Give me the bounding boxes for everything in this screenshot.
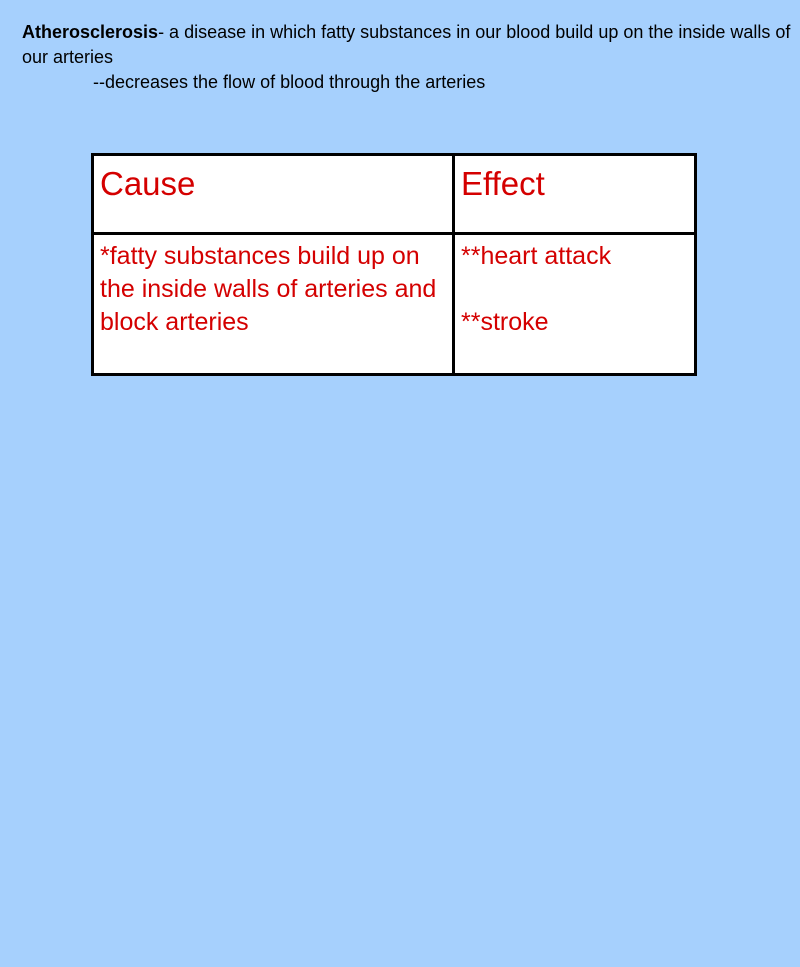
cause-effect-table [91, 153, 697, 376]
effect-spacer [461, 273, 688, 306]
cause-cell: *fatty substances build up on the inside walls of arteries and block arteries [93, 234, 454, 375]
effect-cell [454, 234, 696, 375]
effect-item-stroke: **stroke [461, 308, 549, 336]
table-row [93, 234, 696, 375]
term-definition: - a disease in which fatty substances in our blood build up on the inside walls of our arteries [22, 22, 791, 67]
effect-header: Effect [454, 155, 696, 234]
table-header-row [93, 155, 696, 234]
cause-header: Cause [93, 155, 454, 234]
definition-note: --decreases the flow of blood through the arteries [93, 72, 486, 92]
intro-text [22, 20, 792, 95]
effect-item-heart-attack: **heart attack [461, 242, 612, 270]
term-title: Atherosclerosis [22, 22, 159, 42]
